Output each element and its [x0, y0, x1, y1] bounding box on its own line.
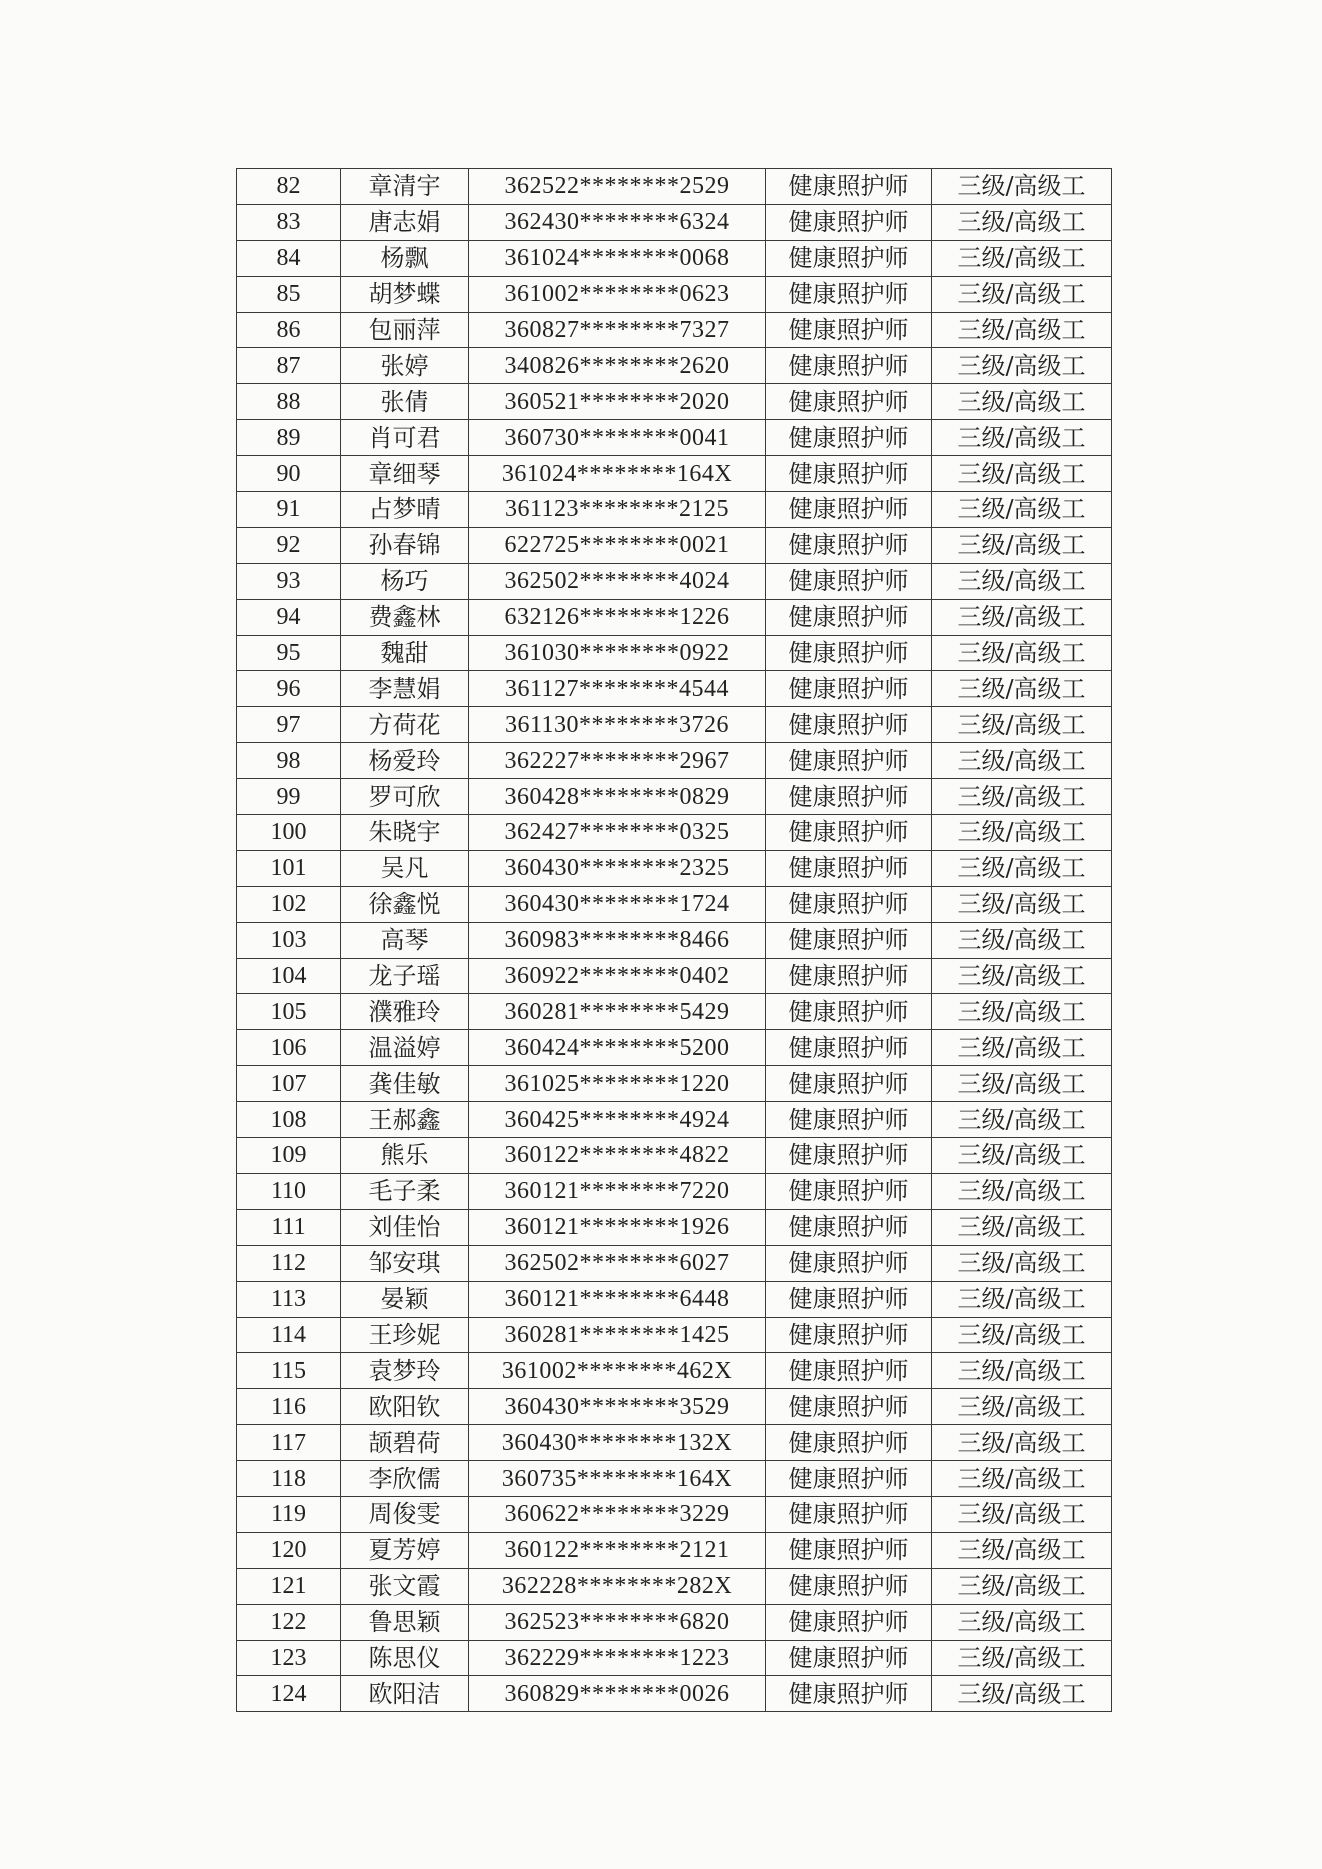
- table-row: [237, 384, 1112, 420]
- id-number-cell: 360622********3229: [469, 1496, 766, 1532]
- occupation-cell: 健康照护师: [766, 886, 932, 922]
- id-number-cell: 361030********0922: [469, 635, 766, 671]
- table-row: [237, 312, 1112, 348]
- occupation-cell: 健康照护师: [766, 922, 932, 958]
- level-cell: 三级/高级工: [932, 1030, 1112, 1066]
- table-row: [237, 204, 1112, 240]
- id-number-cell: 360121********1926: [469, 1209, 766, 1245]
- row-number-cell: 92: [237, 527, 341, 563]
- occupation-cell: 健康照护师: [766, 1676, 932, 1712]
- table-row: [237, 492, 1112, 528]
- table-row: [237, 456, 1112, 492]
- row-number-cell: 111: [237, 1209, 341, 1245]
- level-cell: 三级/高级工: [932, 456, 1112, 492]
- name-cell: 李慧娟: [341, 671, 469, 707]
- name-cell: 肖可君: [341, 420, 469, 456]
- level-cell: 三级/高级工: [932, 1138, 1112, 1174]
- row-number-cell: 91: [237, 492, 341, 528]
- level-cell: 三级/高级工: [932, 599, 1112, 635]
- level-cell: 三级/高级工: [932, 743, 1112, 779]
- row-number-cell: 118: [237, 1461, 341, 1497]
- table-row: [237, 1425, 1112, 1461]
- row-number-cell: 124: [237, 1676, 341, 1712]
- table-row: [237, 850, 1112, 886]
- name-cell: 毛子柔: [341, 1173, 469, 1209]
- table-row: [237, 420, 1112, 456]
- occupation-cell: 健康照护师: [766, 958, 932, 994]
- name-cell: 晏颖: [341, 1281, 469, 1317]
- row-number-cell: 100: [237, 815, 341, 851]
- occupation-cell: 健康照护师: [766, 1568, 932, 1604]
- id-number-cell: 362229********1223: [469, 1640, 766, 1676]
- occupation-cell: 健康照护师: [766, 1604, 932, 1640]
- table-row: [237, 348, 1112, 384]
- occupation-cell: 健康照护师: [766, 779, 932, 815]
- id-number-cell: 360122********4822: [469, 1138, 766, 1174]
- name-cell: 温溢婷: [341, 1030, 469, 1066]
- row-number-cell: 84: [237, 240, 341, 276]
- id-number-cell: 361024********164X: [469, 456, 766, 492]
- name-cell: 濮雅玲: [341, 994, 469, 1030]
- occupation-cell: 健康照护师: [766, 743, 932, 779]
- table-row: [237, 1066, 1112, 1102]
- id-number-cell: 360281********5429: [469, 994, 766, 1030]
- table-row: [237, 1030, 1112, 1066]
- row-number-cell: 110: [237, 1173, 341, 1209]
- id-number-cell: 362430********6324: [469, 204, 766, 240]
- id-number-cell: 360430********1724: [469, 886, 766, 922]
- name-cell: 方荷花: [341, 707, 469, 743]
- row-number-cell: 90: [237, 456, 341, 492]
- id-number-cell: 362522********2529: [469, 169, 766, 205]
- id-number-cell: 362523********6820: [469, 1604, 766, 1640]
- occupation-cell: 健康照护师: [766, 312, 932, 348]
- table-row: [237, 527, 1112, 563]
- row-number-cell: 82: [237, 169, 341, 205]
- id-number-cell: 360122********2121: [469, 1532, 766, 1568]
- id-number-cell: 360829********0026: [469, 1676, 766, 1712]
- name-cell: 刘佳怡: [341, 1209, 469, 1245]
- level-cell: 三级/高级工: [932, 1604, 1112, 1640]
- occupation-cell: 健康照护师: [766, 527, 932, 563]
- name-cell: 张倩: [341, 384, 469, 420]
- level-cell: 三级/高级工: [932, 527, 1112, 563]
- id-number-cell: 360121********7220: [469, 1173, 766, 1209]
- table-row: [237, 169, 1112, 205]
- name-cell: 章清宇: [341, 169, 469, 205]
- occupation-cell: 健康照护师: [766, 348, 932, 384]
- level-cell: 三级/高级工: [932, 1281, 1112, 1317]
- level-cell: 三级/高级工: [932, 240, 1112, 276]
- name-cell: 袁梦玲: [341, 1353, 469, 1389]
- occupation-cell: 健康照护师: [766, 563, 932, 599]
- name-cell: 颉碧荷: [341, 1425, 469, 1461]
- row-number-cell: 94: [237, 599, 341, 635]
- table-row: [237, 1138, 1112, 1174]
- occupation-cell: 健康照护师: [766, 1066, 932, 1102]
- level-cell: 三级/高级工: [932, 850, 1112, 886]
- table-row: [237, 707, 1112, 743]
- name-cell: 唐志娟: [341, 204, 469, 240]
- name-cell: 占梦晴: [341, 492, 469, 528]
- name-cell: 费鑫林: [341, 599, 469, 635]
- level-cell: 三级/高级工: [932, 1568, 1112, 1604]
- name-cell: 包丽萍: [341, 312, 469, 348]
- row-number-cell: 115: [237, 1353, 341, 1389]
- name-cell: 朱晓宇: [341, 815, 469, 851]
- name-cell: 张文霞: [341, 1568, 469, 1604]
- level-cell: 三级/高级工: [932, 1496, 1112, 1532]
- level-cell: 三级/高级工: [932, 276, 1112, 312]
- name-cell: 孙春锦: [341, 527, 469, 563]
- row-number-cell: 96: [237, 671, 341, 707]
- level-cell: 三级/高级工: [932, 1532, 1112, 1568]
- occupation-cell: 健康照护师: [766, 276, 932, 312]
- table-row: [237, 1496, 1112, 1532]
- occupation-cell: 健康照护师: [766, 240, 932, 276]
- level-cell: 三级/高级工: [932, 886, 1112, 922]
- level-cell: 三级/高级工: [932, 1102, 1112, 1138]
- name-cell: 龙子瑶: [341, 958, 469, 994]
- name-cell: 陈思仪: [341, 1640, 469, 1676]
- table-row: [237, 922, 1112, 958]
- row-number-cell: 114: [237, 1317, 341, 1353]
- occupation-cell: 健康照护师: [766, 850, 932, 886]
- row-number-cell: 107: [237, 1066, 341, 1102]
- table-row: [237, 635, 1112, 671]
- occupation-cell: 健康照护师: [766, 1532, 932, 1568]
- id-number-cell: 360827********7327: [469, 312, 766, 348]
- table-row: [237, 671, 1112, 707]
- table-row: [237, 1532, 1112, 1568]
- name-cell: 杨爱玲: [341, 743, 469, 779]
- occupation-cell: 健康照护师: [766, 1245, 932, 1281]
- name-cell: 邹安琪: [341, 1245, 469, 1281]
- level-cell: 三级/高级工: [932, 1389, 1112, 1425]
- id-number-cell: 360521********2020: [469, 384, 766, 420]
- occupation-cell: 健康照护师: [766, 1389, 932, 1425]
- row-number-cell: 88: [237, 384, 341, 420]
- row-number-cell: 102: [237, 886, 341, 922]
- name-cell: 罗可欣: [341, 779, 469, 815]
- row-number-cell: 121: [237, 1568, 341, 1604]
- occupation-cell: 健康照护师: [766, 1173, 932, 1209]
- name-cell: 王珍妮: [341, 1317, 469, 1353]
- level-cell: 三级/高级工: [932, 312, 1112, 348]
- row-number-cell: 85: [237, 276, 341, 312]
- table-row: [237, 599, 1112, 635]
- id-number-cell: 360735********164X: [469, 1461, 766, 1497]
- row-number-cell: 105: [237, 994, 341, 1030]
- level-cell: 三级/高级工: [932, 815, 1112, 851]
- occupation-cell: 健康照护师: [766, 1496, 932, 1532]
- table-row: [237, 240, 1112, 276]
- level-cell: 三级/高级工: [932, 1676, 1112, 1712]
- level-cell: 三级/高级工: [932, 1173, 1112, 1209]
- table-row: [237, 563, 1112, 599]
- table-row: [237, 1389, 1112, 1425]
- occupation-cell: 健康照护师: [766, 1353, 932, 1389]
- level-cell: 三级/高级工: [932, 779, 1112, 815]
- level-cell: 三级/高级工: [932, 348, 1112, 384]
- id-number-cell: 360983********8466: [469, 922, 766, 958]
- table-row: [237, 779, 1112, 815]
- level-cell: 三级/高级工: [932, 563, 1112, 599]
- id-number-cell: 360430********2325: [469, 850, 766, 886]
- row-number-cell: 108: [237, 1102, 341, 1138]
- occupation-cell: 健康照护师: [766, 994, 932, 1030]
- occupation-cell: 健康照护师: [766, 635, 932, 671]
- level-cell: 三级/高级工: [932, 1353, 1112, 1389]
- occupation-cell: 健康照护师: [766, 1317, 932, 1353]
- table-row: [237, 1102, 1112, 1138]
- table-row: [237, 1353, 1112, 1389]
- id-number-cell: 360425********4924: [469, 1102, 766, 1138]
- table-row: [237, 1209, 1112, 1245]
- id-number-cell: 361024********0068: [469, 240, 766, 276]
- name-cell: 高琴: [341, 922, 469, 958]
- id-number-cell: 362502********6027: [469, 1245, 766, 1281]
- occupation-cell: 健康照护师: [766, 420, 932, 456]
- table-row: [237, 1640, 1112, 1676]
- row-number-cell: 119: [237, 1496, 341, 1532]
- level-cell: 三级/高级工: [932, 958, 1112, 994]
- row-number-cell: 89: [237, 420, 341, 456]
- row-number-cell: 95: [237, 635, 341, 671]
- level-cell: 三级/高级工: [932, 204, 1112, 240]
- occupation-cell: 健康照护师: [766, 707, 932, 743]
- name-cell: 王郝鑫: [341, 1102, 469, 1138]
- table-row: [237, 1245, 1112, 1281]
- id-number-cell: 360281********1425: [469, 1317, 766, 1353]
- name-cell: 魏甜: [341, 635, 469, 671]
- name-cell: 龚佳敏: [341, 1066, 469, 1102]
- id-number-cell: 622725********0021: [469, 527, 766, 563]
- table-row: [237, 1317, 1112, 1353]
- id-number-cell: 360428********0829: [469, 779, 766, 815]
- id-number-cell: 362227********2967: [469, 743, 766, 779]
- name-cell: 欧阳洁: [341, 1676, 469, 1712]
- occupation-cell: 健康照护师: [766, 1209, 932, 1245]
- occupation-cell: 健康照护师: [766, 492, 932, 528]
- level-cell: 三级/高级工: [932, 635, 1112, 671]
- name-cell: 周俊雯: [341, 1496, 469, 1532]
- table-row: [237, 1173, 1112, 1209]
- row-number-cell: 109: [237, 1138, 341, 1174]
- level-cell: 三级/高级工: [932, 1425, 1112, 1461]
- occupation-cell: 健康照护师: [766, 169, 932, 205]
- id-number-cell: 361002********0623: [469, 276, 766, 312]
- row-number-cell: 83: [237, 204, 341, 240]
- occupation-cell: 健康照护师: [766, 456, 932, 492]
- table-row: [237, 815, 1112, 851]
- occupation-cell: 健康照护师: [766, 599, 932, 635]
- name-cell: 杨巧: [341, 563, 469, 599]
- id-number-cell: 360121********6448: [469, 1281, 766, 1317]
- table-row: [237, 743, 1112, 779]
- occupation-cell: 健康照护师: [766, 204, 932, 240]
- level-cell: 三级/高级工: [932, 1245, 1112, 1281]
- id-number-cell: 361130********3726: [469, 707, 766, 743]
- id-number-cell: 362502********4024: [469, 563, 766, 599]
- table-row: [237, 1676, 1112, 1712]
- id-number-cell: 360730********0041: [469, 420, 766, 456]
- name-cell: 夏芳婷: [341, 1532, 469, 1568]
- occupation-cell: 健康照护师: [766, 1640, 932, 1676]
- roster-table-body: [237, 169, 1112, 1712]
- occupation-cell: 健康照护师: [766, 1425, 932, 1461]
- table-row: [237, 1281, 1112, 1317]
- occupation-cell: 健康照护师: [766, 1281, 932, 1317]
- table-row: [237, 1604, 1112, 1640]
- id-number-cell: 360424********5200: [469, 1030, 766, 1066]
- name-cell: 熊乐: [341, 1138, 469, 1174]
- id-number-cell: 632126********1226: [469, 599, 766, 635]
- name-cell: 徐鑫悦: [341, 886, 469, 922]
- occupation-cell: 健康照护师: [766, 1461, 932, 1497]
- name-cell: 杨飘: [341, 240, 469, 276]
- row-number-cell: 93: [237, 563, 341, 599]
- id-number-cell: 361025********1220: [469, 1066, 766, 1102]
- id-number-cell: 360430********3529: [469, 1389, 766, 1425]
- row-number-cell: 106: [237, 1030, 341, 1066]
- id-number-cell: 340826********2620: [469, 348, 766, 384]
- occupation-cell: 健康照护师: [766, 815, 932, 851]
- level-cell: 三级/高级工: [932, 994, 1112, 1030]
- name-cell: 张婷: [341, 348, 469, 384]
- table-row: [237, 1568, 1112, 1604]
- level-cell: 三级/高级工: [932, 922, 1112, 958]
- level-cell: 三级/高级工: [932, 707, 1112, 743]
- occupation-cell: 健康照护师: [766, 1138, 932, 1174]
- row-number-cell: 103: [237, 922, 341, 958]
- row-number-cell: 113: [237, 1281, 341, 1317]
- row-number-cell: 101: [237, 850, 341, 886]
- row-number-cell: 87: [237, 348, 341, 384]
- id-number-cell: 362228********282X: [469, 1568, 766, 1604]
- level-cell: 三级/高级工: [932, 492, 1112, 528]
- table-row: [237, 994, 1112, 1030]
- level-cell: 三级/高级工: [932, 1640, 1112, 1676]
- occupation-cell: 健康照护师: [766, 1102, 932, 1138]
- name-cell: 胡梦蝶: [341, 276, 469, 312]
- name-cell: 章细琴: [341, 456, 469, 492]
- table-row: [237, 276, 1112, 312]
- occupation-cell: 健康照护师: [766, 384, 932, 420]
- id-number-cell: 361127********4544: [469, 671, 766, 707]
- level-cell: 三级/高级工: [932, 1461, 1112, 1497]
- level-cell: 三级/高级工: [932, 1066, 1112, 1102]
- level-cell: 三级/高级工: [932, 384, 1112, 420]
- id-number-cell: 360922********0402: [469, 958, 766, 994]
- row-number-cell: 117: [237, 1425, 341, 1461]
- occupation-cell: 健康照护师: [766, 1030, 932, 1066]
- row-number-cell: 120: [237, 1532, 341, 1568]
- level-cell: 三级/高级工: [932, 1209, 1112, 1245]
- id-number-cell: 360430********132X: [469, 1425, 766, 1461]
- row-number-cell: 104: [237, 958, 341, 994]
- row-number-cell: 98: [237, 743, 341, 779]
- table-row: [237, 886, 1112, 922]
- row-number-cell: 123: [237, 1640, 341, 1676]
- id-number-cell: 361123********2125: [469, 492, 766, 528]
- id-number-cell: 361002********462X: [469, 1353, 766, 1389]
- name-cell: 欧阳钦: [341, 1389, 469, 1425]
- row-number-cell: 122: [237, 1604, 341, 1640]
- name-cell: 鲁思颖: [341, 1604, 469, 1640]
- level-cell: 三级/高级工: [932, 420, 1112, 456]
- row-number-cell: 112: [237, 1245, 341, 1281]
- row-number-cell: 99: [237, 779, 341, 815]
- roster-table: [236, 168, 1112, 1712]
- table-row: [237, 958, 1112, 994]
- row-number-cell: 86: [237, 312, 341, 348]
- level-cell: 三级/高级工: [932, 169, 1112, 205]
- table-row: [237, 1461, 1112, 1497]
- id-number-cell: 362427********0325: [469, 815, 766, 851]
- row-number-cell: 116: [237, 1389, 341, 1425]
- occupation-cell: 健康照护师: [766, 671, 932, 707]
- name-cell: 吴凡: [341, 850, 469, 886]
- name-cell: 李欣儒: [341, 1461, 469, 1497]
- level-cell: 三级/高级工: [932, 671, 1112, 707]
- level-cell: 三级/高级工: [932, 1317, 1112, 1353]
- row-number-cell: 97: [237, 707, 341, 743]
